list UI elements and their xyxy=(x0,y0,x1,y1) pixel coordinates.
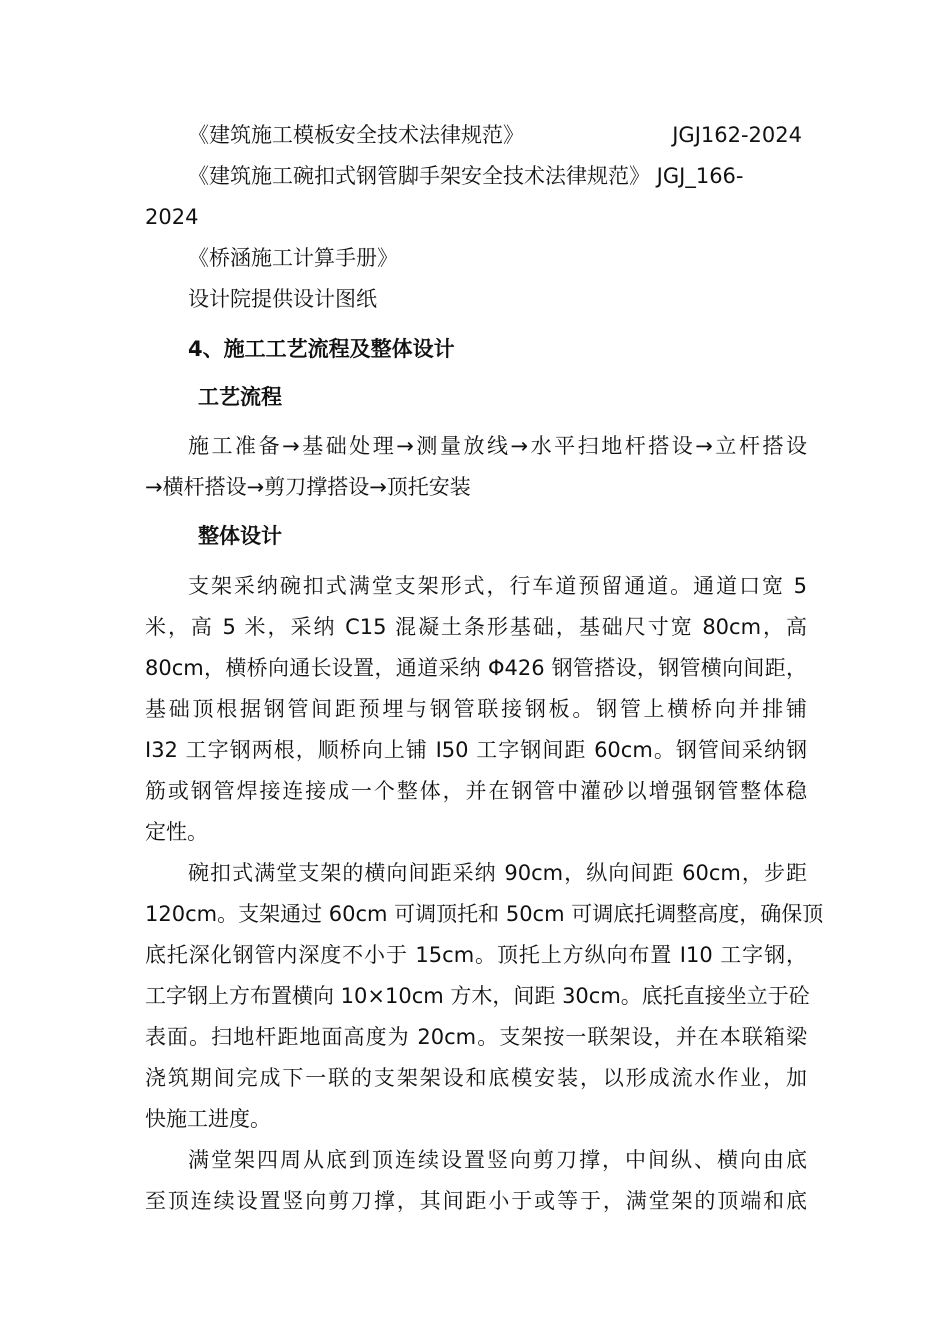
paragraph-line: I32 工字钢两根，顺桥向上铺 I50 工字钢间距 60cm。钢管间采纳钢 xyxy=(145,738,807,762)
subsection-heading: 工艺流程 xyxy=(198,385,282,409)
reference-continuation: 2024 xyxy=(145,205,199,229)
paragraph-line: 满堂架四周从底到顶连续设置竖向剪刀撑，中间纵、横向由底 xyxy=(188,1148,807,1172)
reference-title: 《建筑施工模板安全技术法律规范》 xyxy=(188,123,524,147)
paragraph-line: 80cm，横桥向通长设置，通道采纳 Φ426 钢管搭设，钢管横向间距， xyxy=(145,656,807,680)
paragraph-line: 快施工进度。 xyxy=(145,1107,271,1131)
paragraph-line: 底托深化钢管内深度不小于 15cm。顶托上方纵向布置 I10 工字钢， xyxy=(145,943,807,967)
paragraph-line: 浇筑期间完成下一联的支架架设和底模安装，以形成流水作业，加 xyxy=(145,1066,807,1090)
section-heading: 4、施工工艺流程及整体设计 xyxy=(188,337,455,361)
paragraph-line: 支架采纳碗扣式满堂支架形式，行车道预留通道。通道口宽 5 xyxy=(188,574,807,598)
paragraph-line: 筋或钢管焊接连接成一个整体，并在钢管中灌砂以增强钢管整体稳 xyxy=(145,779,807,803)
paragraph-line: 基础顶根据钢管间距预埋与钢管联接钢板。钢管上横桥向并排铺 xyxy=(145,697,807,721)
reference-code: JGJ162-2024 xyxy=(672,123,802,147)
reference-title: 设计院提供设计图纸 xyxy=(188,287,377,311)
paragraph-line: →横杆搭设→剪刀撑搭设→顶托安装 xyxy=(145,475,471,499)
paragraph-line: 表面。扫地杆距地面高度为 20cm。支架按一联架设，并在本联箱梁 xyxy=(145,1025,807,1049)
paragraph-line: 120cm。支架通过 60cm 可调顶托和 50cm 可调底托调整高度，确保顶 xyxy=(145,902,824,926)
paragraph-line: 碗扣式满堂支架的横向间距采纳 90cm，纵向间距 60cm，步距 xyxy=(188,861,807,885)
reference-title: 《桥涵施工计算手册》 xyxy=(188,246,398,270)
subsection-heading: 整体设计 xyxy=(198,524,282,548)
paragraph-line: 定性。 xyxy=(145,820,208,844)
paragraph-line: 至顶连续设置竖向剪刀撑，其间距小于或等于，满堂架的顶端和底 xyxy=(145,1189,807,1213)
paragraph-line: 施工准备→基础处理→测量放线→水平扫地杆搭设→立杆搭设 xyxy=(188,434,807,458)
paragraph-line: 工字钢上方布置横向 10×10cm 方木，间距 30cm。底托直接坐立于砼 xyxy=(145,984,810,1008)
reference-title: 《建筑施工碗扣式钢管脚手架安全技术法律规范》 JGJ_166- xyxy=(188,164,744,188)
paragraph-line: 米，高 5 米，采纳 C15 混凝土条形基础，基础尺寸宽 80cm，高 xyxy=(145,615,807,639)
